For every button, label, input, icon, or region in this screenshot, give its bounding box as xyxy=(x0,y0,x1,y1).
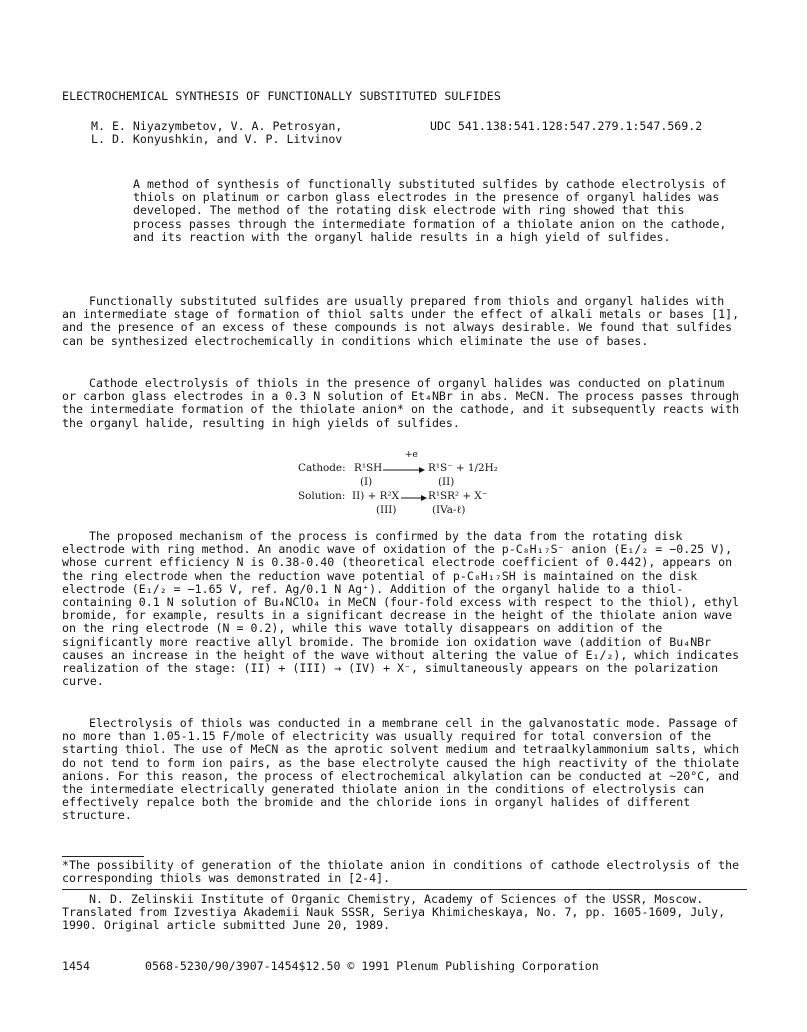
paragraph-3 xyxy=(62,530,742,688)
scheme-cathode-product: R¹S⁻ + 1/2H₂ xyxy=(428,462,498,474)
udc-code: UDC 541.138:541.128:547.279.1:547.569.2 xyxy=(430,119,703,133)
paragraph-3-text: The proposed mechanism of the process is confirmed by the data from the rotating disk electrode with ring method. An anodic wave of oxidation of the p-C₈H₁₇S⁻ anion (E₁/₂ = −0.25 V), whose current efficiency N is 0.38-0.40 (theoretical electrode coefficient of 0.442), appears on the ring electrode when the reduction wave potential of p-C₈H₁₇SH is maintained on the disk electrode (E₁/₂ = −1.65 V, ref. Ag/0.1 N Ag⁺). Addition of the organyl halide to a thiol-containing 0.1 N solution of Bu₄NClO₄ in MeCN (four-fold excess with respect to the thiol), ethyl bromide, for example, results in a significant decrease in the height of the thiolate anion wave on the ring electrode (N = 0.2), while this wave totally disappears on addition of the significantly more reactive allyl bromide. The bromide ion oxidation wave (addition of Bu₄NBr causes an increase in the height of the wave without altering the value of E₁/₂), which indicates realization of the stage: (II) + (III) → (IV) + X⁻, simultaneously appears on the polarization curve. xyxy=(62,529,740,689)
scheme-solution-reactants: II) + R²X xyxy=(352,490,399,502)
paragraph-1 xyxy=(62,295,742,348)
footnote: *The possibility of generation of the thiolate anion in conditions of cathode electrolysis of the corresponding thiols was demonstrated in [2-4]. xyxy=(62,858,740,886)
affiliation-text: N. D. Zelinskii Institute of Organic Chemistry, Academy of Sciences of the USSR, Moscow. Translated from Izvestiya Akademii Nauk SSSR, Seriya Khimicheskaya, No. 7, pp. 1605-1609, July, 1990. Original article submitted June 20, 1989. xyxy=(62,892,726,933)
compound-number-II: (II) xyxy=(438,476,455,488)
compound-number-IV: (IVa-ℓ) xyxy=(432,504,466,516)
compound-number-I: (I) xyxy=(360,476,373,488)
paragraph-4-text: Electrolysis of thiols was conducted in a membrane cell in the galvanostatic mode. Passage of no more than 1.05-1.15 F/mole of electricity was usually required for total conversion of the starting thiol. The use of MeCN as the aprotic solvent medium and tetraalkylammonium salts, which do not tend to form ion pairs, as the base electrolyte caused the high reactivity of the thiolate anions. For this reason, the process of electrochemical alkylation can be conducted at ~20°C, and the intermediate electrically generated thiolate anion in the conditions of electrolysis can effectively repalce both the bromide and the chloride ions in organyl halides of different structure. xyxy=(62,716,740,823)
abstract: A method of synthesis of functionally substituted sulfides by cathode electrolysis of thiols on platinum or carbon glass electrodes in the presence of organyl halides was developed. The method of the rotating disk electrode with ring showed that this process passes through the intermediate formation of a thiolate anion on the cathode, and its reaction with the organyl halide results in a high yield of sulfides. xyxy=(133,177,727,244)
paragraph-4 xyxy=(62,717,742,823)
scheme-label-solution: Solution: xyxy=(298,490,346,502)
scheme-label-cathode: Cathode: xyxy=(298,462,346,474)
footnote-divider xyxy=(62,856,144,857)
article-title: ELECTROCHEMICAL SYNTHESIS OF FUNCTIONALLY SUBSTITUTED SULFIDES xyxy=(62,89,501,103)
authors-line-1: M. E. Niyazymbetov, V. A. Petrosyan, xyxy=(91,119,343,133)
compound-number-III: (III) xyxy=(376,504,397,516)
paragraph-1-text: Functionally substituted sulfides are usually prepared from thiols and organyl halides with an intermediate stage of formation of thiol salts under the effect of alkali metals or bases [1], and the presence of an excess of these compounds is not always desirable. We found that sulfides can be synthesized electrochemically in conditions which eliminate the use of bases. xyxy=(62,294,740,348)
affiliation xyxy=(62,893,742,933)
author-list xyxy=(91,120,361,146)
scheme-cathode-reactant: R¹SH xyxy=(354,462,383,474)
scheme-arrow-label: +e xyxy=(405,450,418,460)
paragraph-2 xyxy=(62,377,742,430)
paragraph-2-text: Cathode electrolysis of thiols in the presence of organyl halides was conducted on platinum or carbon glass electrodes in a 0.3 N solution of Et₄NBr in abs. MeCN. The process passes through the intermediate formation of the thiolate anion* on the cathode, and it subsequently reacts with the organyl halide, resulting in high yields of sulfides. xyxy=(62,376,740,430)
issn-line: 0568-5230/90/3907-1454$12.50 © 1991 Plenum Publishing Corporation xyxy=(145,959,599,973)
reaction-scheme xyxy=(260,447,520,517)
authors-line-2: L. D. Konyushkin, and V. P. Litvinov xyxy=(91,132,343,147)
reaction-arrow-2 xyxy=(401,494,427,502)
page-number: 1454 xyxy=(62,959,90,973)
scheme-solution-product: R¹SR² + X⁻ xyxy=(428,490,488,502)
affiliation-divider xyxy=(62,889,747,890)
reaction-arrow-1 xyxy=(383,466,425,474)
